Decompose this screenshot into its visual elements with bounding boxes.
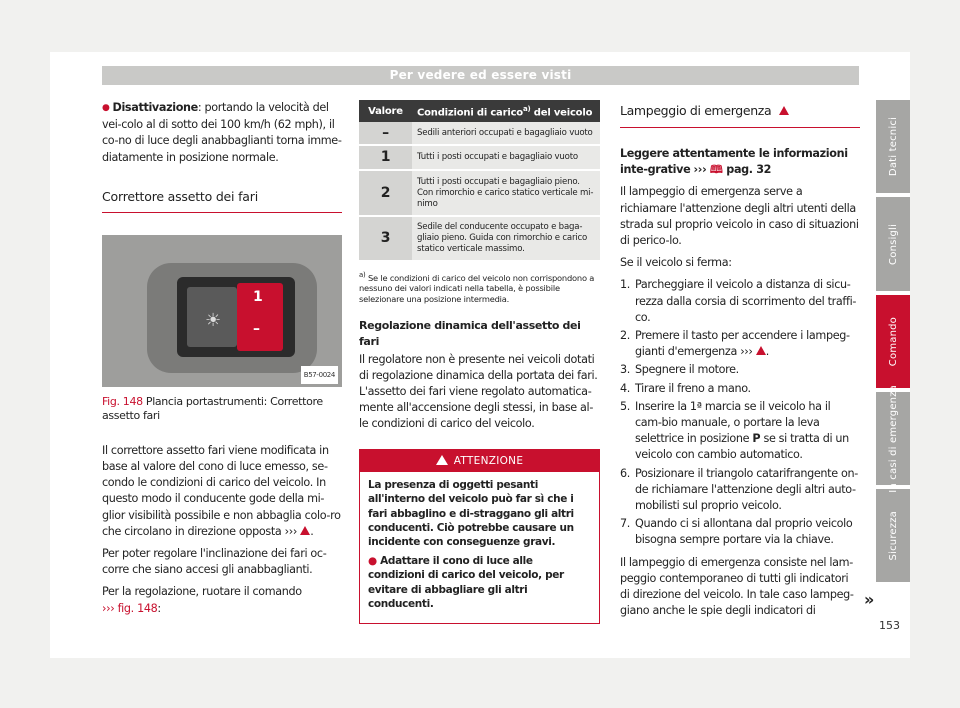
tab-label: Dati tecnici [887, 116, 899, 177]
step-text: Quando ci si allontana dal proprio veicolo bisogna sempre portare via la chiave. [635, 517, 853, 547]
page-number: 153 [879, 619, 900, 632]
column-left [102, 100, 342, 623]
footnote-mark: a) [359, 271, 366, 279]
paragraph-1: Il lampeggio di emergenza serve a richiamare l'attenzione degli altri utenti della strada sul proprio veicolo in caso di situazioni di perico-lo. [620, 185, 859, 248]
warning-ref-link[interactable] [285, 525, 311, 538]
table-cell-desc: Sedile del conducente occupato e baga-gliaio pieno. Guida con rimorchio e carico statico verticale massimo. [412, 216, 600, 261]
warning-ref-link[interactable] [740, 345, 766, 358]
deactivation-text: : portando la velocità del vei-colo al di sotto dei 100 km/h (62 mph), il co-no di luce degli anabbaglianti torna imme-diatamente in posizione normale. [102, 101, 342, 164]
step-text: Spegnere il motore. [635, 363, 739, 377]
gear-position-p: P [752, 432, 761, 446]
ref-arrows: ››› [740, 345, 753, 359]
book-icon: 🕮 [709, 163, 723, 177]
tab-dati-tecnici[interactable] [876, 100, 910, 193]
table-row [359, 122, 600, 145]
figure-caption-text: Plancia portastrumenti: Correttore assetto fari [102, 394, 323, 422]
figure-headlight-control [102, 235, 342, 387]
table-footnote [359, 270, 600, 304]
load-conditions-table [359, 100, 600, 262]
paragraph-1-text: Il correttore assetto fari viene modificata in base al valore del cono di luce emesso, se-condo le condizioni di carico del veicolo. In questo modo il conducente gode della mi-glior visibilità possibile e non abbaglia colo-ro che circolano in direzione opposta [102, 443, 341, 538]
paragraph-2: Per poter regolare l'inclinazione dei fari oc-corre che siano accesi gli anabbaglianti. [102, 547, 327, 577]
dashboard-panel [147, 263, 317, 373]
intro-paragraph [620, 146, 860, 178]
dynamic-paragraph: Il regolatore non è presente nei veicoli dotati di regolazione dinamica della portata dei fari. L'assetto dei fari viene regolato automatica-mente all'accensione degli stessi, in base al-le condizioni di carico del veicolo. [359, 352, 598, 431]
list-item [620, 328, 860, 360]
table-cell-value: 3 [359, 216, 412, 261]
light-button [187, 287, 237, 347]
intro-bold-text: Leggere attentamente le informazioni inte-grative [620, 147, 848, 177]
table-header-row [359, 100, 600, 122]
list-item [620, 362, 860, 378]
chapter-sidebar [876, 100, 910, 586]
page-header: Per vedere ed essere visti [102, 66, 859, 85]
list-item [620, 381, 860, 397]
table-cell-desc: Tutti i posti occupati e bagagliaio pieno. Con rimorchio e carico statico verticale mi-nimo [412, 170, 600, 216]
step-text-end: se si tratta di un veicolo con cambio automatico. [635, 432, 849, 462]
wheel-mark-dash: – [253, 320, 260, 337]
tab-sicurezza[interactable] [876, 489, 910, 582]
intro-page-link[interactable] [694, 163, 772, 176]
step-number: 6. [620, 466, 630, 480]
table-row [359, 145, 600, 170]
header-conditions-suffix: del veicolo [530, 107, 593, 119]
steps-list [620, 277, 860, 548]
step-text: Posizionare il triangolo catarifrangente on-de richiamare l'attenzione degli altri auto-mobilisti sul proprio veicolo. [635, 466, 858, 513]
tab-label: Consigli [887, 223, 899, 265]
step-text-body: Inserire la 1ª marcia se il veicolo ha il cam-bio manuale, o portare la leva selettrice in posizione [635, 399, 831, 446]
paragraph-1: Il correttore assetto fari viene modificata in base al valore del cono di luce emesso, se-condo le condizioni di carico del veicolo. In questo modo il conducente gode della mi-glior visibilità possibile e non abbaglia colo-ro che circolano in direzione opposta ››› . [102, 443, 341, 538]
step-number: 2. [620, 329, 630, 343]
step-number: 5. [620, 399, 630, 413]
warning-paragraph-2 [368, 554, 591, 612]
table-header-conditions [412, 100, 600, 122]
column-right [620, 100, 860, 625]
paragraph-3: Il lampeggio di emergenza consiste nel lam-peggio contemporaneo di tutti gli indicatori di direzione del veicolo. In tale caso lampeg-giano anche le spie degli indicatori di [620, 555, 854, 618]
list-item [620, 277, 860, 326]
tab-comando[interactable] [876, 295, 910, 388]
figure-number: Fig. 148 [102, 394, 143, 408]
list-item [620, 516, 860, 548]
section-title-hazard-lights [620, 102, 860, 128]
tab-label: Sicurezza [887, 510, 899, 561]
step-text: Premere il tasto per accendere i lampeg-gianti d'emergenza ››› . [635, 329, 850, 359]
tab-label: In casi di emergenza [887, 384, 899, 493]
paragraph-3 [102, 584, 342, 616]
hazard-title-text: Lampeggio di emergenza [620, 103, 772, 118]
table-row [359, 170, 600, 216]
warning-body [360, 472, 599, 624]
tab-label: Comando [887, 316, 899, 367]
page-ref-text: pag. 32 [726, 163, 772, 177]
paragraph-3-end: : [157, 601, 161, 615]
paragraph-3-text: Per la regolazione, ruotare il comando [102, 585, 302, 599]
next-page-arrow-icon[interactable]: » [864, 590, 875, 609]
warning-triangle-icon [300, 526, 310, 535]
list-item [620, 466, 860, 515]
list-item [620, 399, 860, 464]
header-footnote-mark: a) [522, 104, 531, 113]
table-cell-value: 2 [359, 170, 412, 216]
step-number: 3. [620, 363, 630, 377]
table-cell-value: 1 [359, 145, 412, 170]
step-text [635, 399, 860, 464]
warning-header [360, 450, 599, 472]
ref-arrows: ››› [693, 163, 707, 177]
column-middle [359, 100, 600, 624]
warning-paragraph-2-text: Adattare il cono di luce alle condizioni di carico del veicolo, per evitare di abbagliare gli altri conducenti. [368, 554, 564, 610]
step-text-body: Premere il tasto per accendere i lampeg-gianti d'emergenza [635, 329, 850, 359]
wheel-mark-1: 1 [253, 288, 263, 305]
step-text: Parcheggiare il veicolo a distanza di sicu-rezza dalla corsia di scorrimento del traffi-co. [635, 278, 857, 324]
warning-triangle-icon [779, 106, 789, 115]
deactivation-paragraph [102, 100, 342, 166]
warning-triangle-icon [436, 455, 448, 465]
control-recess [177, 277, 295, 357]
deactivation-label: Disattivazione [112, 101, 198, 114]
step-number: 7. [620, 517, 630, 531]
table-cell-desc: Sedili anteriori occupati e bagagliaio vuoto [412, 122, 600, 145]
subheading-dynamic: Regolazione dinamica dell'assetto dei fari [359, 319, 581, 349]
warning-box [359, 449, 600, 625]
warning-paragraph-1: La presenza di oggetti pesanti all'interno del veicolo può far sì che i fari abbaglino e di-straggano gli altri conducenti. Ciò potrebbe causare un incidente con conseguenze gravi. [368, 478, 574, 549]
tab-casi-emergenza[interactable] [876, 384, 910, 493]
table-cell-desc: Tutti i posti occupati e bagagliaio vuoto [412, 145, 600, 170]
header-conditions-text: Condizioni di carico [417, 107, 523, 119]
table-row [359, 216, 600, 261]
headlight-icon: ☀ [205, 309, 221, 331]
bullet-icon [102, 101, 113, 114]
bullet-icon: ● [368, 554, 381, 567]
step-text: Tirare il freno a mano. [635, 381, 751, 395]
tab-consigli[interactable] [876, 197, 910, 291]
leveling-wheel [237, 283, 283, 351]
step-number: 1. [620, 278, 630, 292]
warning-triangle-icon [756, 346, 766, 355]
figure-ref-link[interactable]: ››› fig. 148 [102, 601, 158, 615]
step-number: 4. [620, 381, 630, 395]
table-header-value: Valore [359, 100, 412, 122]
footnote-text: Se le condizioni di carico del veicolo non corrispondono a nessuno dei valori indicati nella tabella, è possibile selezionare una posizione intermedia. [359, 272, 595, 304]
section-title-headlight-leveling: Correttore assetto dei fari [102, 188, 342, 213]
figure-code: B57-0024 [301, 366, 338, 384]
warning-title: ATTENZIONE [453, 454, 524, 467]
figure-caption [102, 395, 342, 423]
ref-arrows: ››› [284, 524, 297, 538]
table-cell-value: – [359, 122, 412, 145]
paragraph-2: Se il veicolo si ferma: [620, 256, 732, 270]
